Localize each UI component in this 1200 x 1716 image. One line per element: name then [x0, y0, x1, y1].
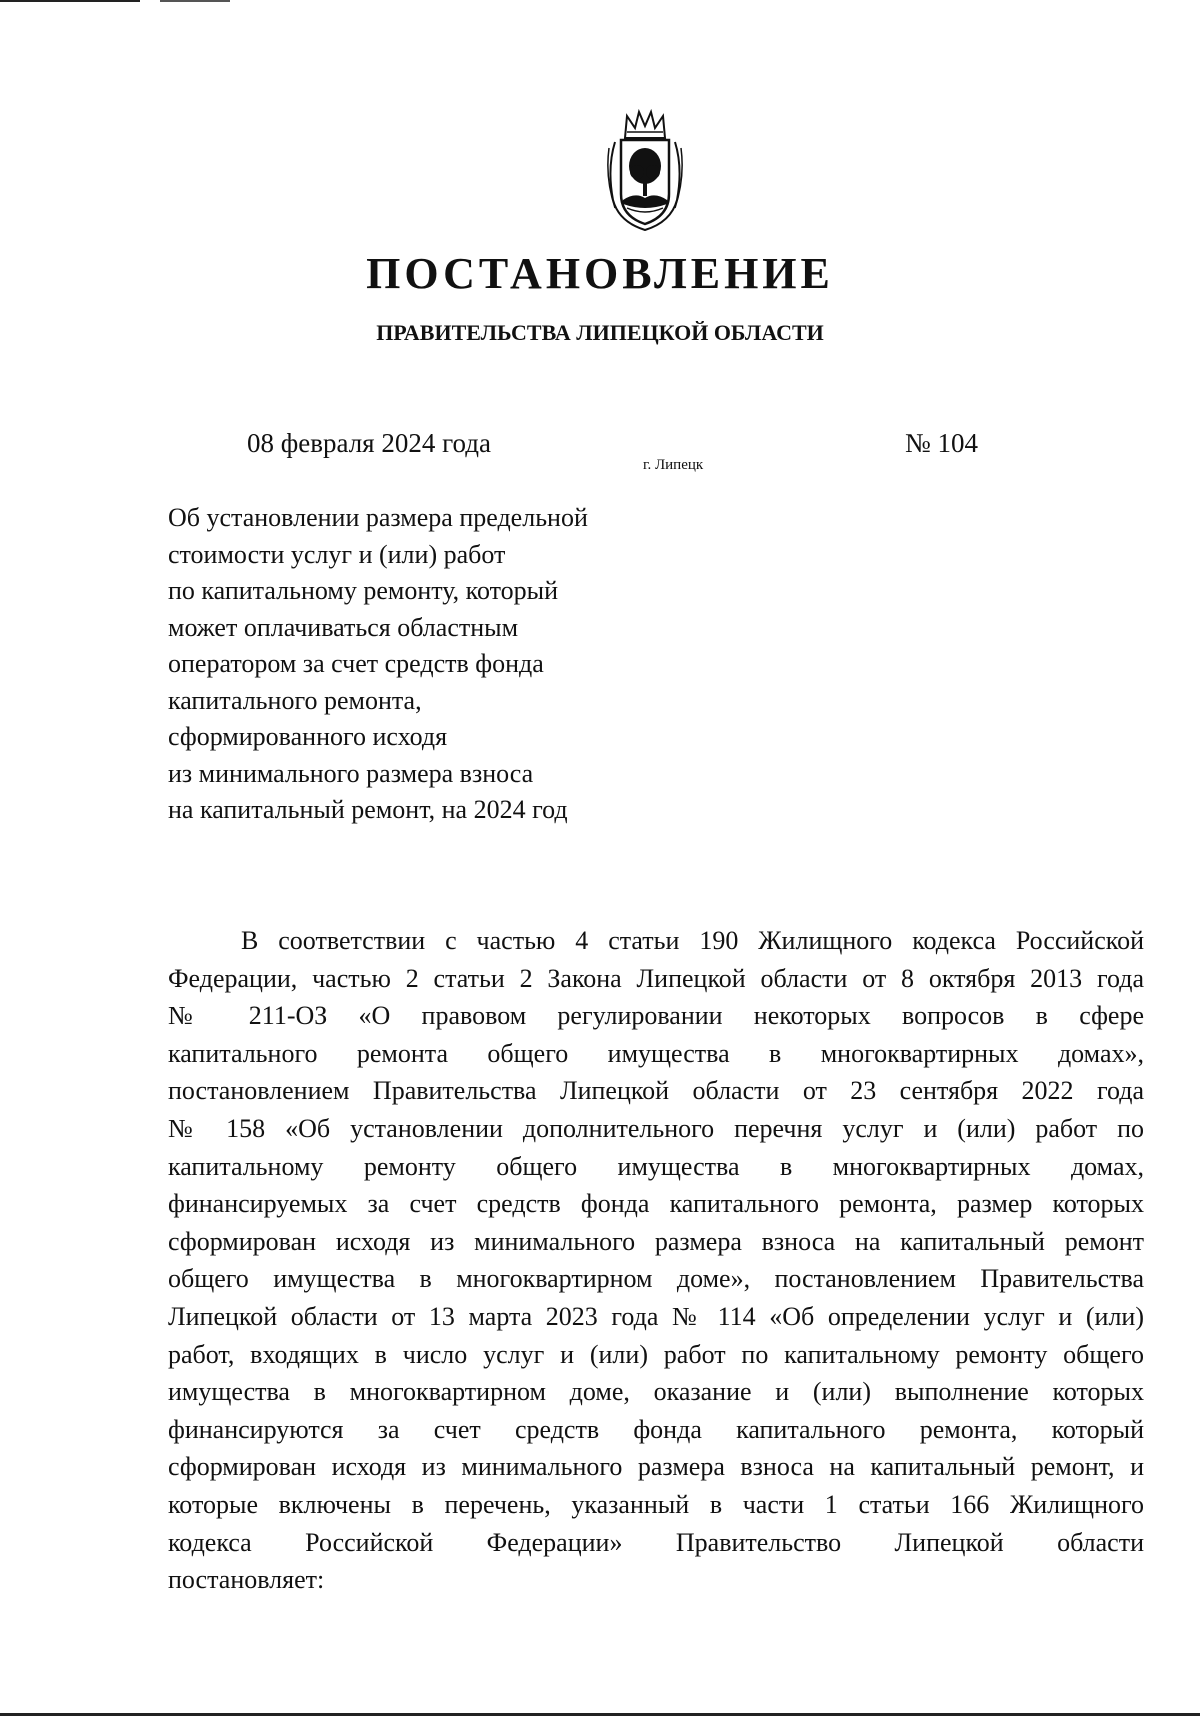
body-line: Федерации, частью 2 статьи 2 Закона Липецкой области от 8 октября 2013 года	[168, 963, 1144, 993]
document-subject	[168, 500, 688, 829]
subject-line: из минимального размера взноса	[168, 758, 534, 788]
body-line: сформирован исходя из минимального размера взноса на капитальный ремонт, и	[168, 1452, 1144, 1482]
scan-edge-top	[0, 0, 140, 2]
body-line: В соответствии с частью 4 статьи 190 Жилищного кодекса Российской	[241, 926, 1144, 955]
body-line: финансируются за счет средств фонда капитального ремонта, который	[168, 1414, 1144, 1444]
document-body-paragraph	[168, 922, 1144, 1599]
body-line: № 158 «Об установлении дополнительного перечня услуг и (или) работ по	[168, 1113, 1144, 1143]
body-line: которые включены в перечень, указанный в части 1 статьи 166 Жилищного	[168, 1489, 1144, 1519]
scan-edge-top-fragment	[160, 0, 230, 2]
document-date: 08 февраля 2024 года	[247, 428, 491, 458]
subject-line: по капитальному ремонту, который	[168, 576, 559, 605]
body-line: постановляет:	[168, 1565, 325, 1595]
body-line: общего имущества в многоквартирном доме», постановлением Правительства	[168, 1264, 1144, 1294]
body-line: имущества в многоквартирном доме, оказание и (или) выполнение которых	[168, 1377, 1144, 1407]
body-line: финансируемых за счет средств фонда капитального ремонта, размер которых	[168, 1189, 1144, 1219]
document-city: г. Липецк	[643, 457, 704, 473]
subject-line: может оплачиваться областным	[168, 612, 519, 642]
body-line: кодекса Российской Федерации» Правительство Липецкой области	[168, 1527, 1144, 1557]
body-line: капитальному ремонту общего имущества в многоквартирных домах,	[168, 1151, 1144, 1181]
subject-line: оператором за счет средств фонда	[168, 649, 544, 678]
subject-line: стоимости услуг и (или) работ	[168, 539, 506, 569]
subject-line: Об установлении размера предельной	[168, 503, 588, 532]
body-line: капитального ремонта общего имущества в многоквартирных домах»,	[168, 1038, 1144, 1068]
body-line: Липецкой области от 13 марта 2023 года № 114 «Об определении услуг и (или)	[168, 1301, 1144, 1331]
subject-line: капитального ремонта,	[168, 685, 422, 715]
body-line: № 211-ОЗ «О правовом регулировании некоторых вопросов в сфере	[168, 1001, 1144, 1031]
subject-line: на капитальный ремонт, на 2024 год	[168, 795, 568, 824]
document-number: № 104	[905, 428, 979, 458]
document-issuer: ПРАВИТЕЛЬСТВА ЛИПЕЦКОЙ ОБЛАСТИ	[376, 320, 824, 345]
body-line: работ, входящих в число услуг и (или) работ по капитальному ремонту общего	[168, 1339, 1144, 1369]
body-line: постановлением Правительства Липецкой области от 23 сентября 2022 года	[168, 1076, 1144, 1106]
lipetsk-coat-of-arms-icon	[605, 108, 685, 232]
document-title: ПОСТАНОВЛЕНИЕ	[366, 249, 834, 298]
subject-line: сформированного исходя	[168, 722, 448, 751]
body-line: сформирован исходя из минимального размера взноса на капитальный ремонт	[168, 1226, 1144, 1256]
